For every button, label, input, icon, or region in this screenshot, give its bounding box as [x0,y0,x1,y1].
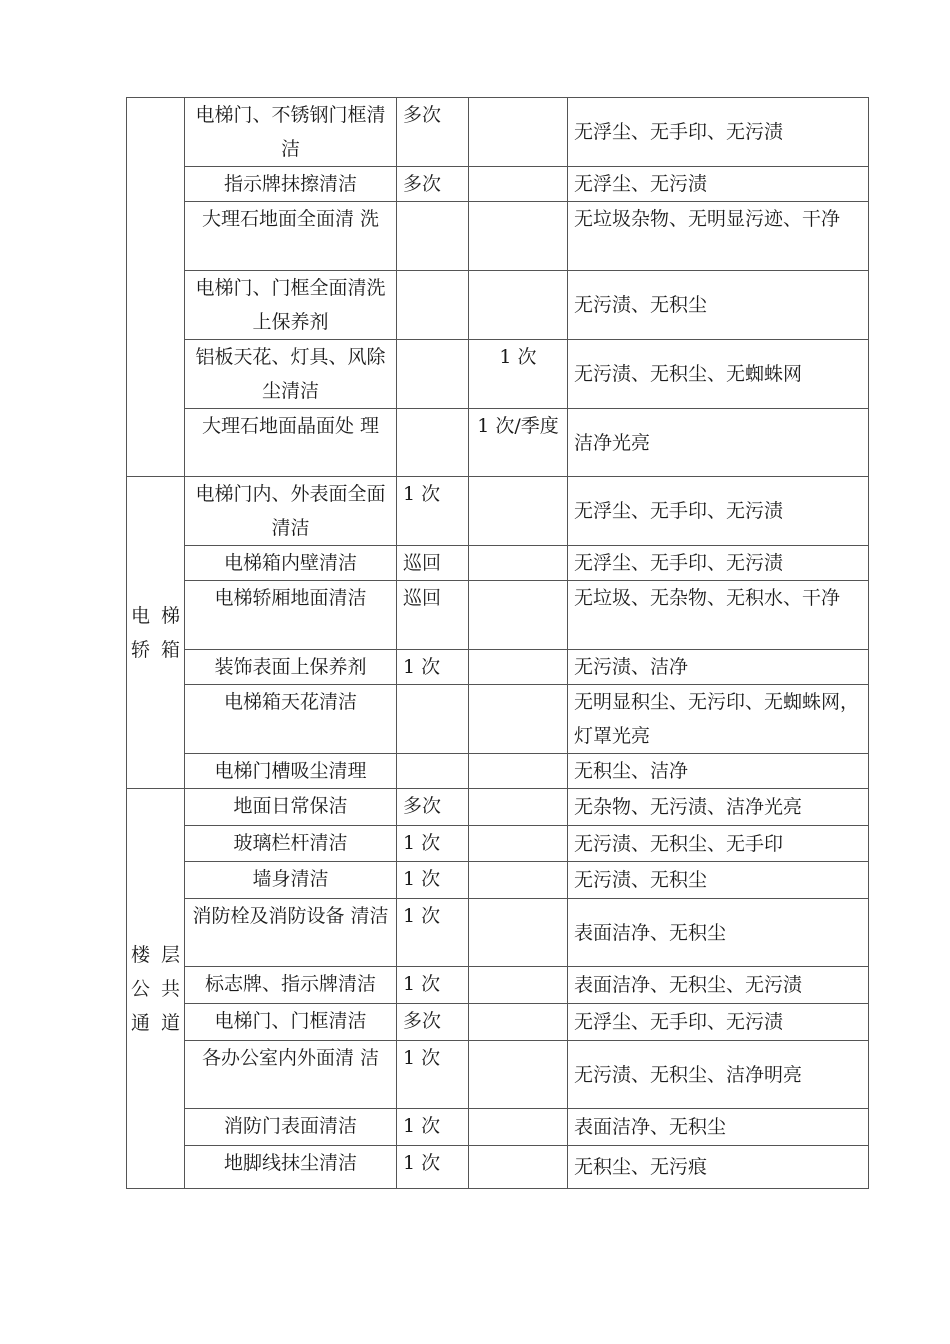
item-cell: 电梯门、不锈钢门框清洁 [185,98,397,167]
area-cell [127,789,185,1189]
standard-cell: 无明显积尘、无污印、无蜘蛛网，灯罩光亮 [568,685,869,754]
item-cell: 电梯箱内壁清洁 [185,546,397,581]
standard-cell: 无污渍、无积尘 [568,271,869,340]
frequency-cell: 1 次 [397,1109,469,1146]
periodic-frequency-cell [469,967,568,1004]
table-row [127,581,869,650]
standard-cell: 无垃圾、无杂物、无积水、干净 [568,581,869,650]
area-label-line: 电 梯 [131,604,180,627]
periodic-frequency-cell [469,754,568,789]
table-row [127,789,869,826]
item-cell: 地脚线抹尘清洁 [185,1146,397,1189]
item-cell: 装饰表面上保养剂 [185,650,397,685]
frequency-cell: 1 次 [397,862,469,899]
standard-cell: 无浮尘、无手印、无污渍 [568,1004,869,1041]
table-row [127,271,869,340]
cleaning-standards-table [126,97,869,1189]
frequency-cell [397,202,469,271]
table-row [127,340,869,409]
standard-cell: 无积尘、无污痕 [568,1146,869,1189]
table-row [127,202,869,271]
item-cell: 各办公室内外面清 洁 [185,1041,397,1109]
standard-cell: 表面洁净、无积尘 [568,899,869,967]
area-cell [127,98,185,477]
frequency-cell [397,754,469,789]
frequency-cell: 1 次 [397,1041,469,1109]
periodic-frequency-cell [469,685,568,754]
table-row [127,409,869,477]
item-cell: 标志牌、指示牌清洁 [185,967,397,1004]
table-row [127,546,869,581]
frequency-cell: 1 次 [397,650,469,685]
frequency-cell: 多次 [397,789,469,826]
item-cell: 玻璃栏杆清洁 [185,826,397,862]
periodic-frequency-cell [469,1109,568,1146]
table-row [127,685,869,754]
table-row [127,967,869,1004]
frequency-cell: 多次 [397,167,469,202]
periodic-frequency-cell [469,271,568,340]
standard-cell: 无浮尘、无手印、无污渍 [568,546,869,581]
standard-cell: 表面洁净、无积尘、无污渍 [568,967,869,1004]
item-cell: 电梯门槽吸尘清理 [185,754,397,789]
standard-cell: 无污渍、无积尘 [568,862,869,899]
periodic-frequency-cell [469,826,568,862]
periodic-frequency-cell [469,1146,568,1189]
frequency-cell: 1 次 [397,1146,469,1189]
standard-cell: 无污渍、洁净 [568,650,869,685]
periodic-frequency-cell [469,1041,568,1109]
frequency-cell: 1 次 [397,477,469,546]
periodic-frequency-cell [469,546,568,581]
table-row [127,1109,869,1146]
table-row [127,899,869,967]
item-cell: 墙身清洁 [185,862,397,899]
standard-cell: 无浮尘、无污渍 [568,167,869,202]
item-cell: 电梯门、门框清洁 [185,1004,397,1041]
table-row [127,98,869,167]
periodic-frequency-cell [469,650,568,685]
table-row [127,167,869,202]
item-cell: 电梯箱天花清洁 [185,685,397,754]
periodic-frequency-cell [469,862,568,899]
table-row [127,826,869,862]
standard-cell: 无污渍、无积尘、无手印 [568,826,869,862]
item-cell: 铝板天花、灯具、风除尘清洁 [185,340,397,409]
frequency-cell: 1 次 [397,899,469,967]
standard-cell: 无浮尘、无手印、无污渍 [568,98,869,167]
frequency-cell: 多次 [397,1004,469,1041]
periodic-frequency-cell [469,167,568,202]
item-cell: 电梯门内、外表面全面清洁 [185,477,397,546]
table-row [127,477,869,546]
table-row [127,1146,869,1189]
periodic-frequency-cell [469,477,568,546]
standard-cell: 表面洁净、无积尘 [568,1109,869,1146]
frequency-cell [397,685,469,754]
table-row [127,1004,869,1041]
table-row [127,754,869,789]
item-cell: 电梯轿厢地面清洁 [185,581,397,650]
frequency-cell: 1 次 [397,826,469,862]
frequency-cell: 巡回 [397,581,469,650]
frequency-cell: 多次 [397,98,469,167]
standard-cell: 洁净光亮 [568,409,869,477]
item-cell: 消防栓及消防设备 清洁 [185,899,397,967]
item-cell: 地面日常保洁 [185,789,397,826]
area-label-line: 楼 层 [131,943,180,966]
periodic-frequency-cell [469,789,568,826]
area-label-line: 通 道 [131,1011,180,1034]
frequency-cell [397,409,469,477]
item-cell: 大理石地面晶面处 理 [185,409,397,477]
standard-cell: 无垃圾杂物、无明显污迹、干净 [568,202,869,271]
periodic-frequency-cell: 1 次 [469,340,568,409]
area-cell [127,477,185,789]
periodic-frequency-cell [469,899,568,967]
periodic-frequency-cell [469,202,568,271]
frequency-cell: 1 次 [397,967,469,1004]
standard-cell: 无污渍、无积尘、洁净明亮 [568,1041,869,1109]
standard-cell: 无积尘、洁净 [568,754,869,789]
periodic-frequency-cell: 1 次/季度 [469,409,568,477]
frequency-cell: 巡回 [397,546,469,581]
periodic-frequency-cell [469,98,568,167]
table-row [127,862,869,899]
item-cell: 大理石地面全面清 洗 [185,202,397,271]
item-cell: 消防门表面清洁 [185,1109,397,1146]
table-row [127,1041,869,1109]
standard-cell: 无污渍、无积尘、无蜘蛛网 [568,340,869,409]
standard-cell: 无浮尘、无手印、无污渍 [568,477,869,546]
area-label-line: 公 共 [131,977,180,1000]
frequency-cell [397,340,469,409]
periodic-frequency-cell [469,581,568,650]
table-row [127,650,869,685]
standard-cell: 无杂物、无污渍、洁净光亮 [568,789,869,826]
periodic-frequency-cell [469,1004,568,1041]
item-cell: 电梯门、门框全面清洗上保养剂 [185,271,397,340]
area-label-line: 轿 箱 [131,638,180,661]
item-cell: 指示牌抹擦清洁 [185,167,397,202]
frequency-cell [397,271,469,340]
